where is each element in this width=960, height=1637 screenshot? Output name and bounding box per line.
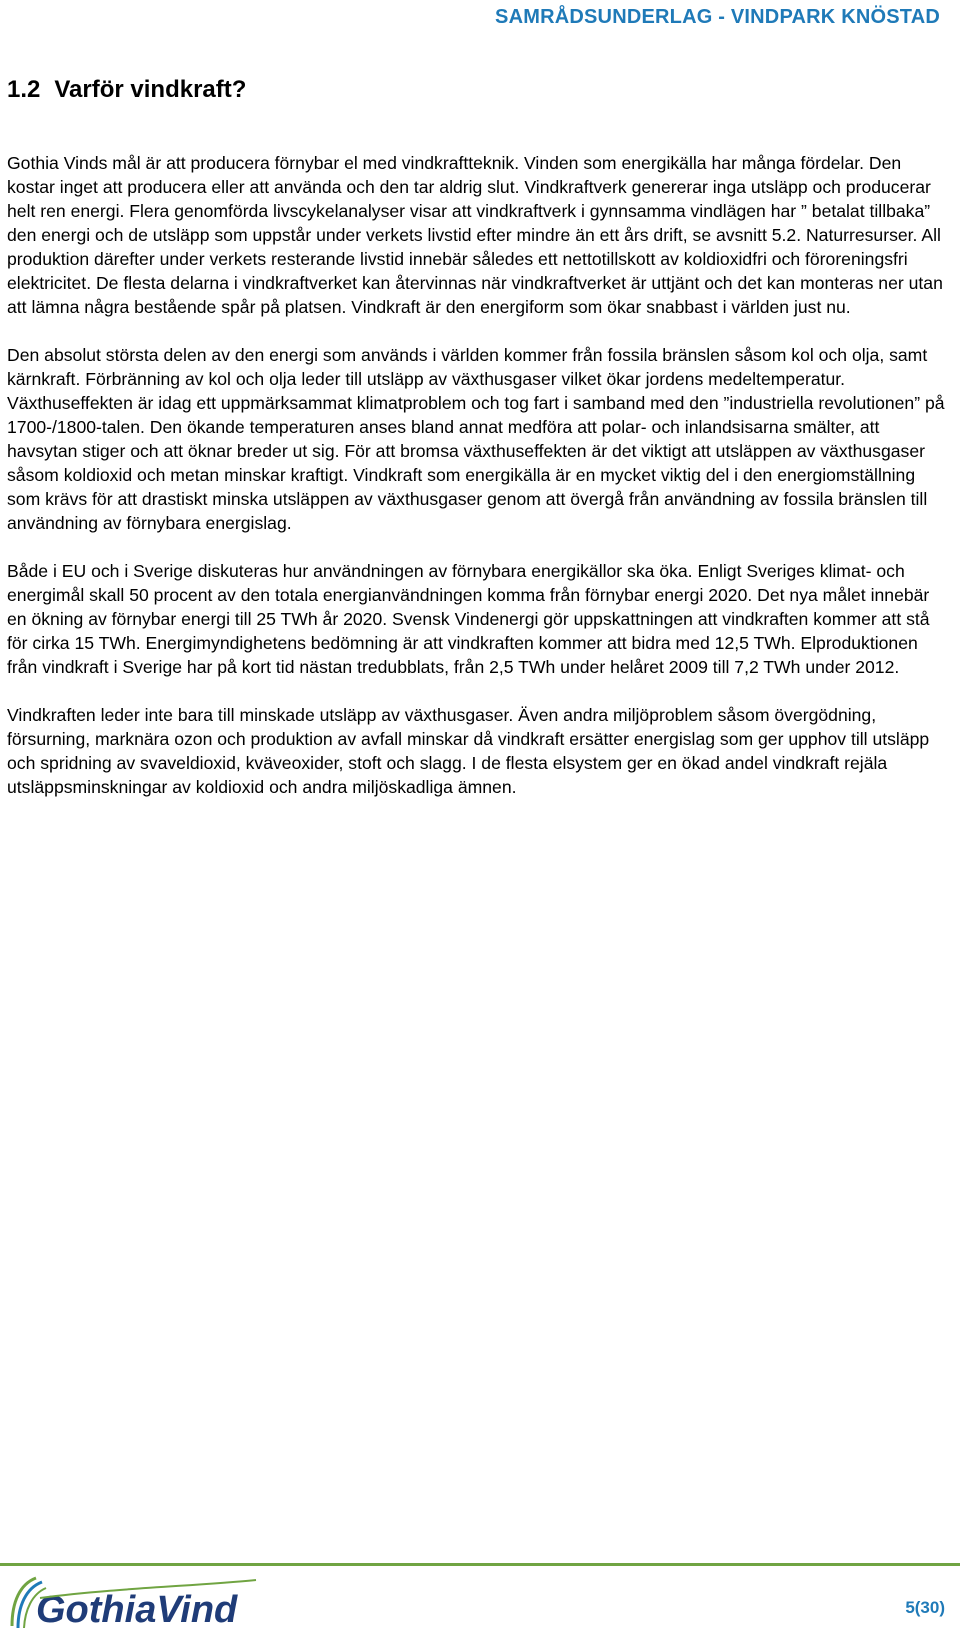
paragraph-other-environmental-benefits: Vindkraften leder inte bara till minskade utsläpp av växthusgaser. Även andra miljöproblem såsom övergödning, försurning, marknära ozon och produktion av avfall minskar då vindkraft ersätter energislag som ger upphov till utsläpp och spridning av svaveldioxid, kväveoxider, stoft och slagg. I de flesta elsystem ger en ökad andel vindkraft rejäla utsläppsminskningar av koldioxid och andra miljöskadliga ämnen. xyxy=(7,705,930,797)
gothiavind-logo xyxy=(6,1572,266,1632)
footer-divider xyxy=(0,1563,960,1566)
section-heading xyxy=(7,76,246,104)
paragraph-fossil-fuels: Den absolut största delen av den energi som används i världen kommer från fossila bränslen såsom kol och olja, samt kärnkraft. Förbränning av kol och olja leder till utsläpp av växthusgaser vilket ökar jordens medeltemperatur. Växthuseffekten är idag ett uppmärksammat klimatproblem och tog fart i samband med den ”industriella revolutionen” på 1700-/1800-talen. Den ökande temperaturen anses bland annat medföra att polar- och inlandsisarna smälter, att havsytan stiger och att öknar breder ut sig. För att bromsa växthuseffekten är det viktigt att utsläppen av växthusgaser såsom koldioxid och metan minskar kraftigt. Vindkraft som energikälla är en mycket viktig del i den energiomställning som krävs för att drastiskt minska utsläppen av växthusgaser genom att övergå från användning av fossila bränslen till användning av förnybara energislag. xyxy=(7,345,945,533)
section-number: 1.2 xyxy=(7,76,41,103)
document-body xyxy=(7,151,952,823)
document-header-title: SAMRÅDSUNDERLAG - VINDPARK KNÖSTAD xyxy=(495,6,940,28)
page-number: 5(30) xyxy=(905,1598,945,1617)
paragraph-eu-sweden-goals: Både i EU och i Sverige diskuteras hur användningen av förnybara energikällor ska öka. Enligt Sveriges klimat- och energimål skall 50 procent av den totala energianvändningen komma från förnybar energi 2020. Det nya målet innebär en ökning av förnybar energi till 25 TWh år 2020. Svensk Vindenergi gör uppskattningen att vindkraften kommer att stå för cirka 15 TWh. Energimyndighetens bedömning är att vindkraften kommer att bidra med 12,5 TWh. Elproduktionen från vindkraft i Sverige har på kort tid nästan tredubblats, från 2,5 TWh under helåret 2009 till 7,2 TWh under 2012. xyxy=(7,561,930,677)
paragraph-why-wind: Gothia Vinds mål är att producera förnybar el med vindkraftteknik. Vinden som energikälla har många fördelar. Den kostar inget att producera eller att använda och den tar aldrig slut. Vindkraftverk genererar inga utsläpp och producerar helt ren energi. Flera genomförda livscykelanalyser visar att vindkraftverk i gynnsamma vindlägen har ” betalat tillbaka” den energi och de utsläpp som uppstår under verkets livstid efter mindre än ett års drift, se avsnitt 5.2. Naturresurser. All produktion därefter under verkets resterande livstid innebär således ett nettotillskott av koldioxidfri och föroreningsfri elektricitet. De flesta delarna i vindkraftverket kan återvinnas när vindkraftverket är uttjänt och det kan monteras ner utan att lämna några bestående spår på platsen. Vindkraft är den energiform som ökar snabbast i världen just nu. xyxy=(7,153,943,317)
logo-wordmark: GothiaVind xyxy=(36,1589,238,1631)
section-title: Varför vindkraft? xyxy=(54,76,247,103)
